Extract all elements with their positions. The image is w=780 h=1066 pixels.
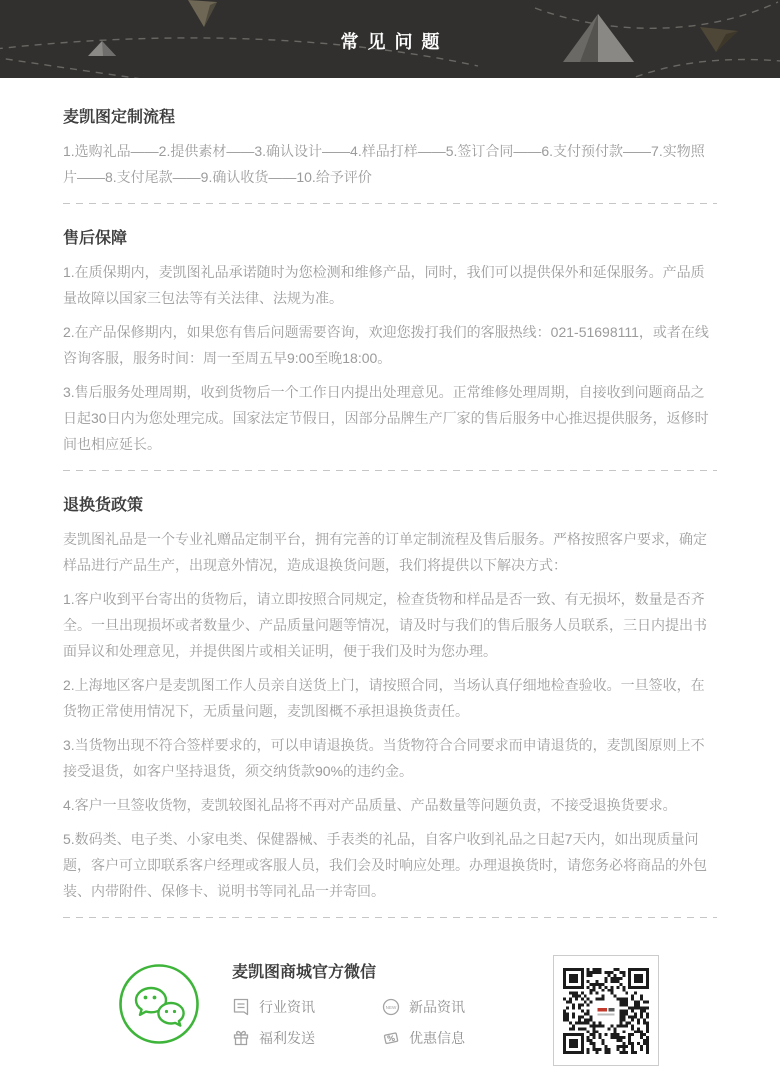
section-heading: 售后保障 — [63, 230, 128, 247]
paragraph: 1.在质保期内，麦凯图礼品承诺随时为您检测和维修产品，同时，我们可以提供保外和延保服务。产品质量故障以国家三包法等有关法律、法规为准。 — [63, 264, 705, 306]
feature-label: 行业资讯 — [259, 999, 315, 1015]
paragraph: 2.上海地区客户是麦凯图工作人员亲自送货上门，请按照合同，当场认真仔细地检查验收。一旦签收，在货物正常使用情况下，无质量问题，麦凯图概不承担退换货责任。 — [63, 677, 705, 719]
list-item — [232, 997, 382, 1017]
feature-label: 新品资讯 — [409, 999, 465, 1015]
new-badge-icon — [382, 998, 400, 1016]
list-item — [382, 1028, 465, 1048]
paragraph: 3.售后服务处理周期，收到货物后一个工作日内提出处理意见。正常维修处理周期，自接收到问题商品之日起30日内为您处理完成。国家法定节假日，因部分品牌生产厂家的售后服务中心推迟提供服务，返修时间也相应延长。 — [63, 384, 709, 452]
dashed-divider — [63, 203, 717, 204]
news-doc-icon — [232, 998, 250, 1016]
wechat-feature-list — [232, 997, 465, 1048]
qr-code — [553, 955, 659, 1066]
feature-label: 福利发送 — [259, 1030, 315, 1046]
content-area — [0, 78, 780, 1048]
section-return-policy — [63, 496, 717, 904]
paragraph: 5.数码类、电子类、小家电类、保健器械、手表类的礼品，自客户收到礼品之日起7天内，如出现质量问题，客户可立即联系客户经理或客服人员，我们会及时响应处理。办理退换货时，请您务必将商品的外包装、内带附件、保修卡、说明书等同礼品一并寄回。 — [63, 831, 707, 899]
section-heading: 麦凯图定制流程 — [63, 109, 176, 126]
svg-text:NEW: NEW — [385, 1005, 397, 1010]
wechat-icon — [118, 963, 200, 1045]
dashed-divider — [63, 917, 717, 918]
coupon-icon — [382, 1029, 400, 1047]
paragraph: 1.客户收到平台寄出的货物后，请立即按照合同规定，检查货物和样品是否一致、有无损坏，数量是否齐全。一旦出现损坏或者数量少、产品质量问题等情况，请及时与我们的售后服务人员联系，三日内提出书面异议和处理意见，并提供图片或相关证明，便于我们及时为您办理。 — [63, 591, 707, 659]
gift-icon — [232, 1029, 250, 1047]
paragraph: 3.当货物出现不符合签样要求的，可以申请退换货。当货物符合合同要求而申请退货的，麦凯图原则上不接受退货，如客户坚持退货，须交纳货款90%的违约金。 — [63, 737, 705, 779]
paragraph: 4.客户一旦签收货物，麦凯较图礼品将不再对产品质量、产品数量等问题负责，不接受退换货要求。 — [63, 797, 677, 813]
paragraph: 2.在产品保修期内，如果您有售后问题需要咨询，欢迎您拨打我们的客服热线：021-51698111，或者在线咨询客服，服务时间：周一至周五早9:00至晚18:00。 — [63, 324, 709, 366]
list-item — [382, 997, 465, 1017]
wechat-text-block — [232, 955, 465, 1048]
section-aftersales — [63, 229, 717, 457]
section-heading: 退换货政策 — [63, 497, 144, 514]
wechat-footer — [63, 943, 717, 1048]
list-item — [232, 1028, 382, 1048]
wechat-account-title: 麦凯图商城官方微信 — [232, 964, 377, 981]
section-custom-process — [63, 108, 717, 190]
paragraph: 麦凯图礼品是一个专业礼赠品定制平台，拥有完善的订单定制流程及售后服务。严格按照客户要求，确定样品进行产品生产，出现意外情况，造成退换货问题，我们将提供以下解决方式： — [63, 531, 707, 573]
paragraph: 1.选购礼品——2.提供素材——3.确认设计——4.样品打样——5.签订合同——6.支付预付款——7.实物照片——8.支付尾款——9.确认收货——10.给予评价 — [63, 143, 705, 185]
feature-label: 优惠信息 — [409, 1030, 465, 1046]
dashed-divider — [63, 470, 717, 471]
page-title: 常见问题 — [340, 32, 449, 52]
page-header — [0, 0, 780, 78]
